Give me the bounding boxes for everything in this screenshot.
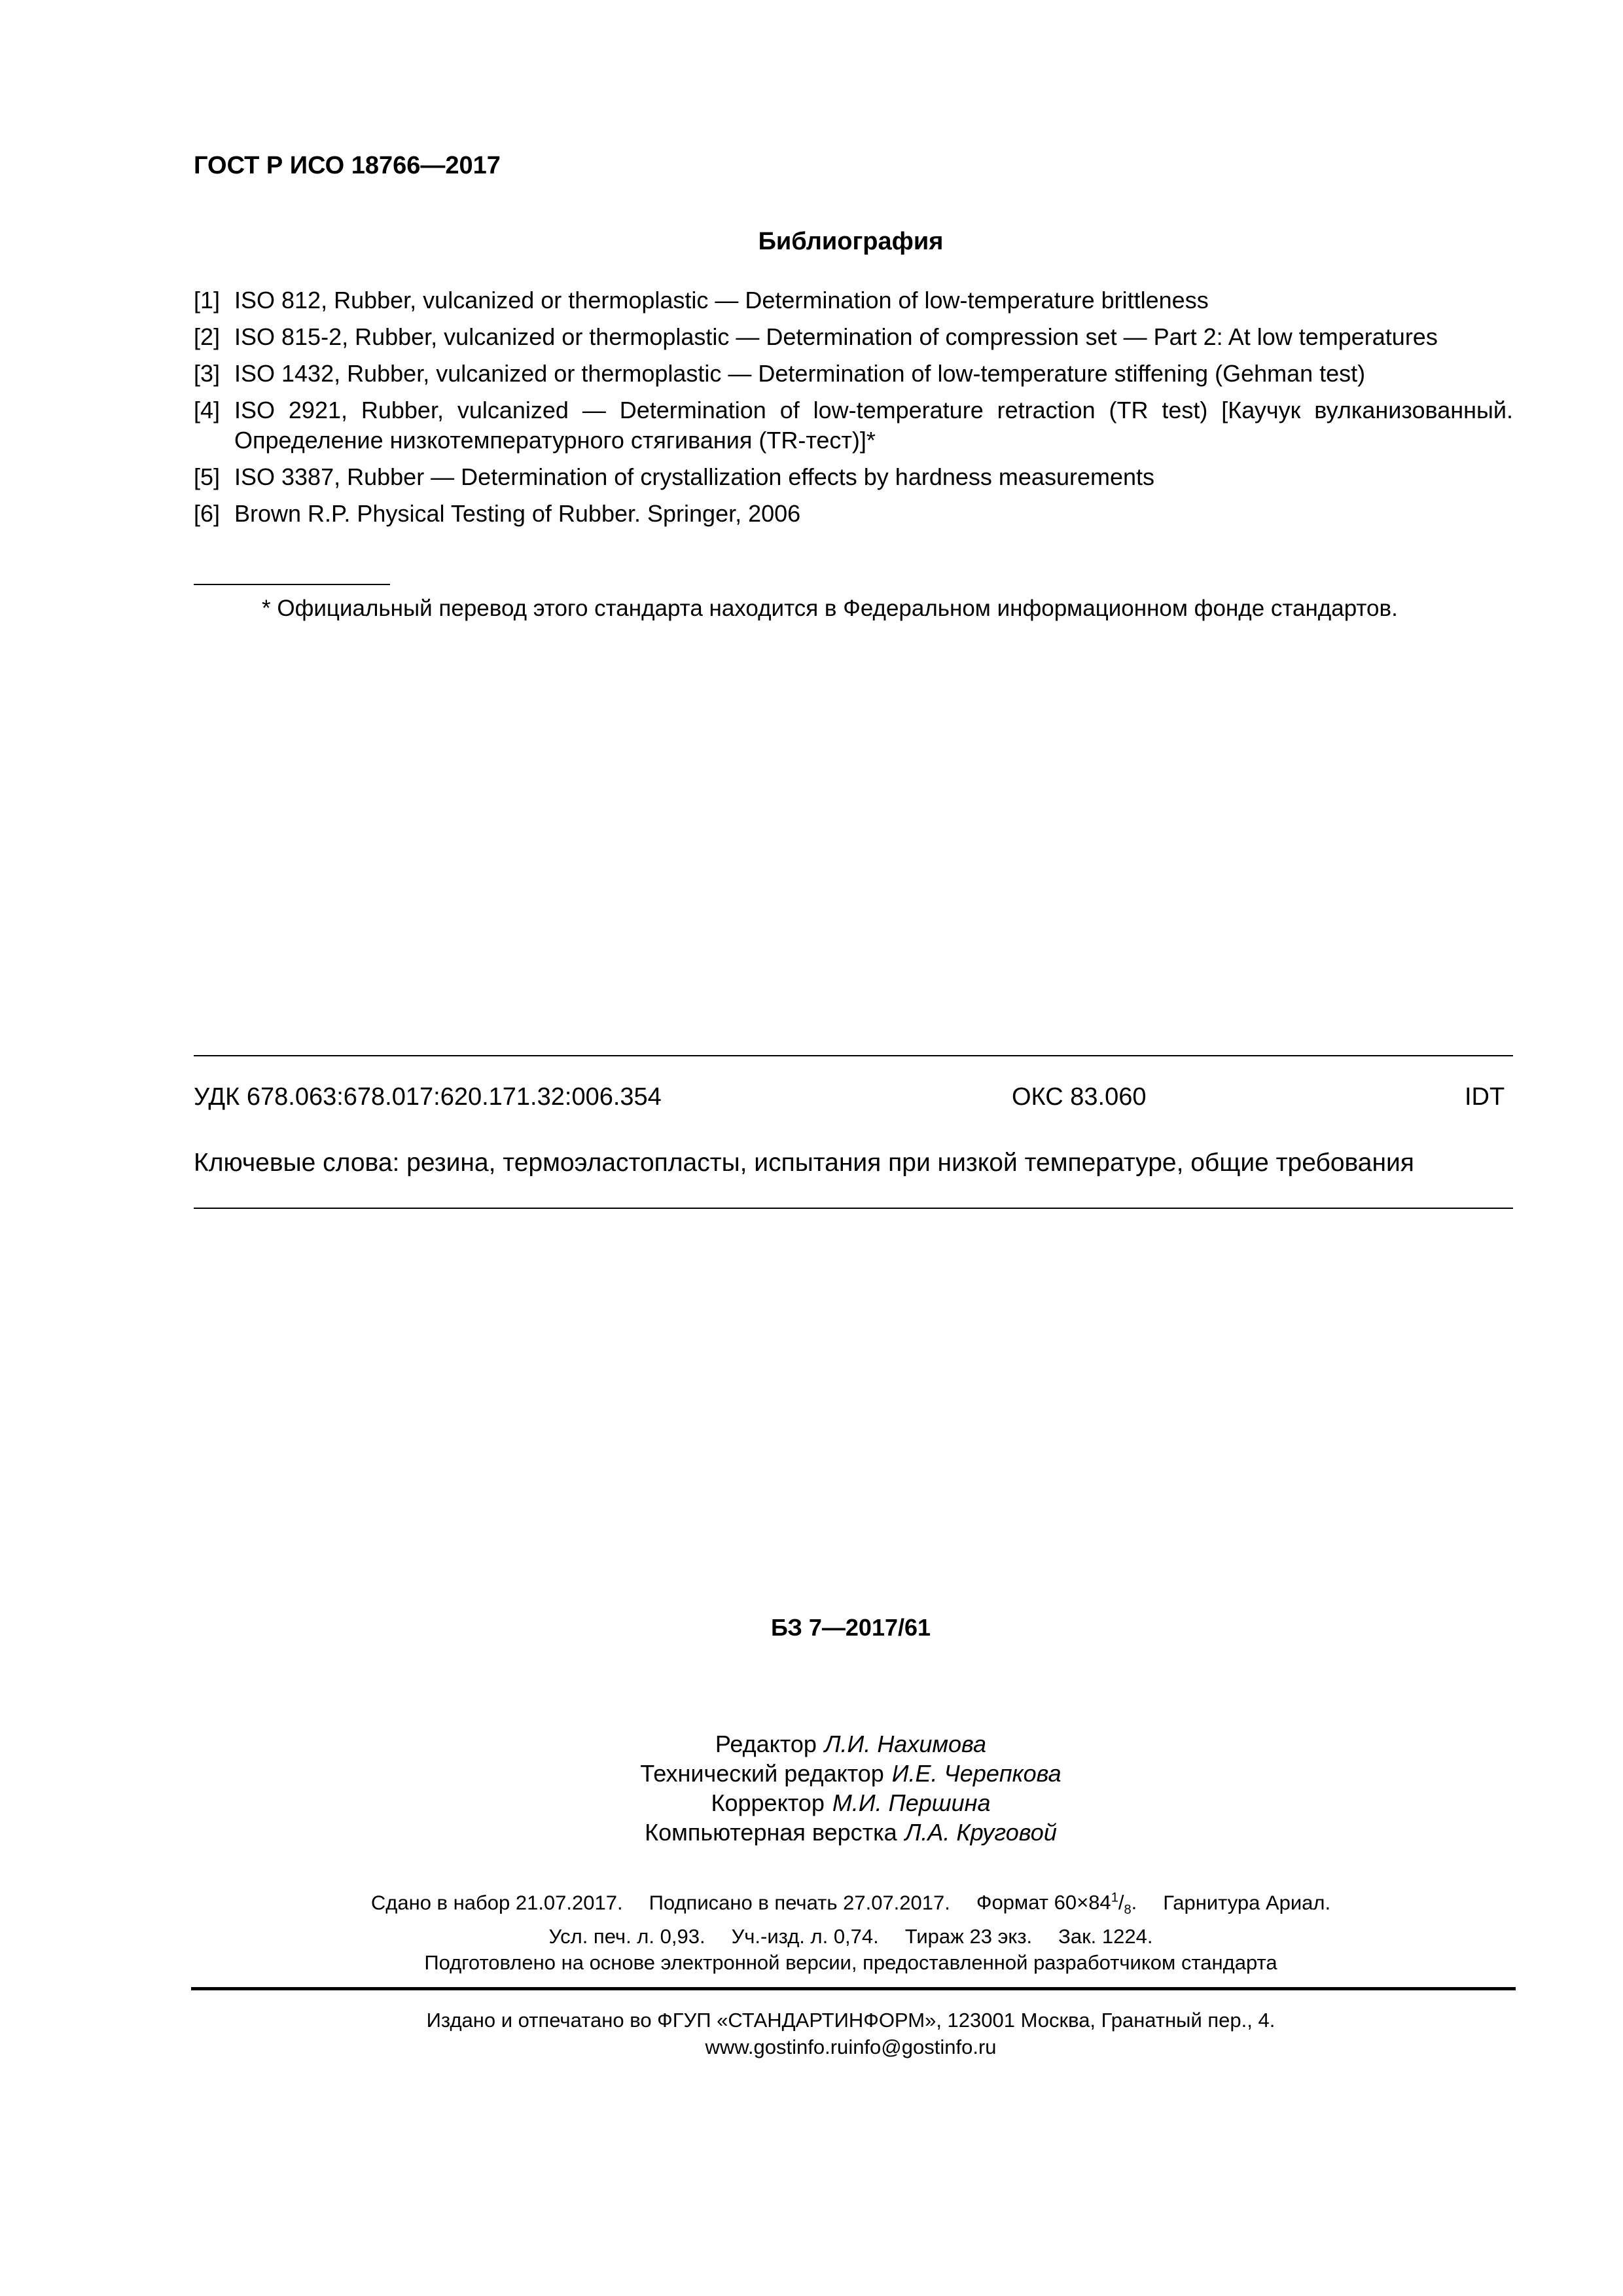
reference-number: [2] bbox=[194, 323, 221, 350]
staff-credits bbox=[0, 1729, 1623, 1847]
order-number: Зак. 1224. bbox=[1058, 1924, 1153, 1948]
reference-item bbox=[194, 359, 1513, 389]
staff-name: М.И. Першина bbox=[832, 1789, 991, 1816]
staff-role: Корректор bbox=[711, 1789, 825, 1816]
bibliography-title: Библиография bbox=[758, 228, 944, 255]
staff-name: Л.И. Нахимова bbox=[824, 1731, 987, 1757]
paper-format: Формат $60\times 84^1/_8$. bbox=[976, 1891, 1137, 1918]
document-code: ГОСТ Р ИСО 18766—2017 bbox=[194, 152, 501, 179]
publication-sheets: Уч.-изд. л. 0,74. bbox=[731, 1924, 879, 1948]
reference-item bbox=[194, 322, 1513, 352]
print-run: Тираж 23 экз. bbox=[904, 1924, 1033, 1948]
print-line-1 bbox=[0, 1885, 1623, 1924]
signed-date: Подписано в печать 27.07.2017. bbox=[649, 1891, 950, 1914]
email-link[interactable]: info@gostinfo.ru bbox=[848, 2036, 997, 2058]
idt-marker: IDT bbox=[1465, 1083, 1505, 1111]
staff-line bbox=[0, 1729, 1623, 1759]
website-link[interactable]: www.gostinfo.ru bbox=[705, 2036, 849, 2058]
prepared-note: Подготовлено на основе электронной версии, предоставленной разработчиком стандарта bbox=[424, 1950, 1277, 1974]
reference-number: [4] bbox=[194, 397, 221, 423]
staff-name: И.Е. Черепкова bbox=[891, 1760, 1061, 1787]
staff-role: Компьютерная верстка bbox=[645, 1819, 897, 1846]
publisher-divider bbox=[191, 1987, 1516, 1990]
typeface: Гарнитура Ариал. bbox=[1163, 1891, 1331, 1914]
staff-line bbox=[0, 1818, 1623, 1847]
print-info bbox=[0, 1885, 1623, 1976]
staff-line bbox=[0, 1759, 1623, 1788]
print-line-2 bbox=[0, 1924, 1623, 1950]
publisher-info bbox=[0, 2007, 1623, 2060]
keywords: Ключевые слова: резина, термоэластопласты, испытания при низкой температуре, общие требования bbox=[194, 1149, 1414, 1177]
reference-text: ISO 2921, Rubber, vulcanized — Determination of low-temperature retraction (TR test) [Каучук вулканизованный. Определение низкотемпературного стягивания (TR-тест)]* bbox=[234, 397, 1513, 454]
reference-text: Brown R.P. Physical Testing of Rubber. Springer, 2006 bbox=[234, 500, 801, 527]
reference-item bbox=[194, 285, 1513, 315]
reference-item bbox=[194, 395, 1513, 456]
reference-item bbox=[194, 499, 1513, 529]
publisher-address: Издано и отпечатано во ФГУП «СТАНДАРТИНФОРМ», 123001 Москва, Гранатный пер., 4. bbox=[426, 2009, 1275, 2032]
reference-list bbox=[194, 285, 1513, 535]
bz-number: БЗ 7—2017/61 bbox=[770, 1614, 931, 1641]
printed-sheets: Усл. печ. л. 0,93. bbox=[548, 1924, 705, 1948]
divider-top bbox=[194, 1055, 1513, 1056]
reference-text: ISO 1432, Rubber, vulcanized or thermoplastic — Determination of low-temperature stiffening (Gehman test) bbox=[234, 360, 1366, 387]
oks-code: ОКС 83.060 bbox=[1012, 1083, 1147, 1111]
reference-number: [1] bbox=[194, 287, 221, 314]
reference-text: ISO 815-2, Rubber, vulcanized or thermoplastic — Determination of compression set — Part 2: At low temperatures bbox=[234, 323, 1438, 350]
reference-text: ISO 3387, Rubber — Determination of crystallization effects by hardness measurements bbox=[234, 463, 1155, 490]
reference-number: [3] bbox=[194, 360, 221, 387]
divider-bottom bbox=[194, 1208, 1513, 1209]
udk-code: УДК 678.063:678.017:620.171.32:006.354 bbox=[194, 1083, 662, 1111]
footnote-divider bbox=[194, 584, 390, 585]
staff-name: Л.А. Круговой bbox=[904, 1819, 1057, 1846]
staff-line bbox=[0, 1788, 1623, 1818]
staff-role: Редактор bbox=[715, 1731, 817, 1757]
reference-number: [5] bbox=[194, 463, 221, 490]
reference-item bbox=[194, 462, 1513, 492]
publisher-contacts bbox=[0, 2034, 1623, 2060]
submitted-date: Сдано в набор 21.07.2017. bbox=[370, 1891, 623, 1914]
reference-text: ISO 812, Rubber, vulcanized or thermoplastic — Determination of low-temperature brittleness bbox=[234, 287, 1209, 314]
reference-number: [6] bbox=[194, 500, 221, 527]
footnote: * Официальный перевод этого стандарта находится в Федеральном информационном фонде стандартов. bbox=[262, 596, 1398, 621]
staff-role: Технический редактор bbox=[640, 1760, 884, 1787]
